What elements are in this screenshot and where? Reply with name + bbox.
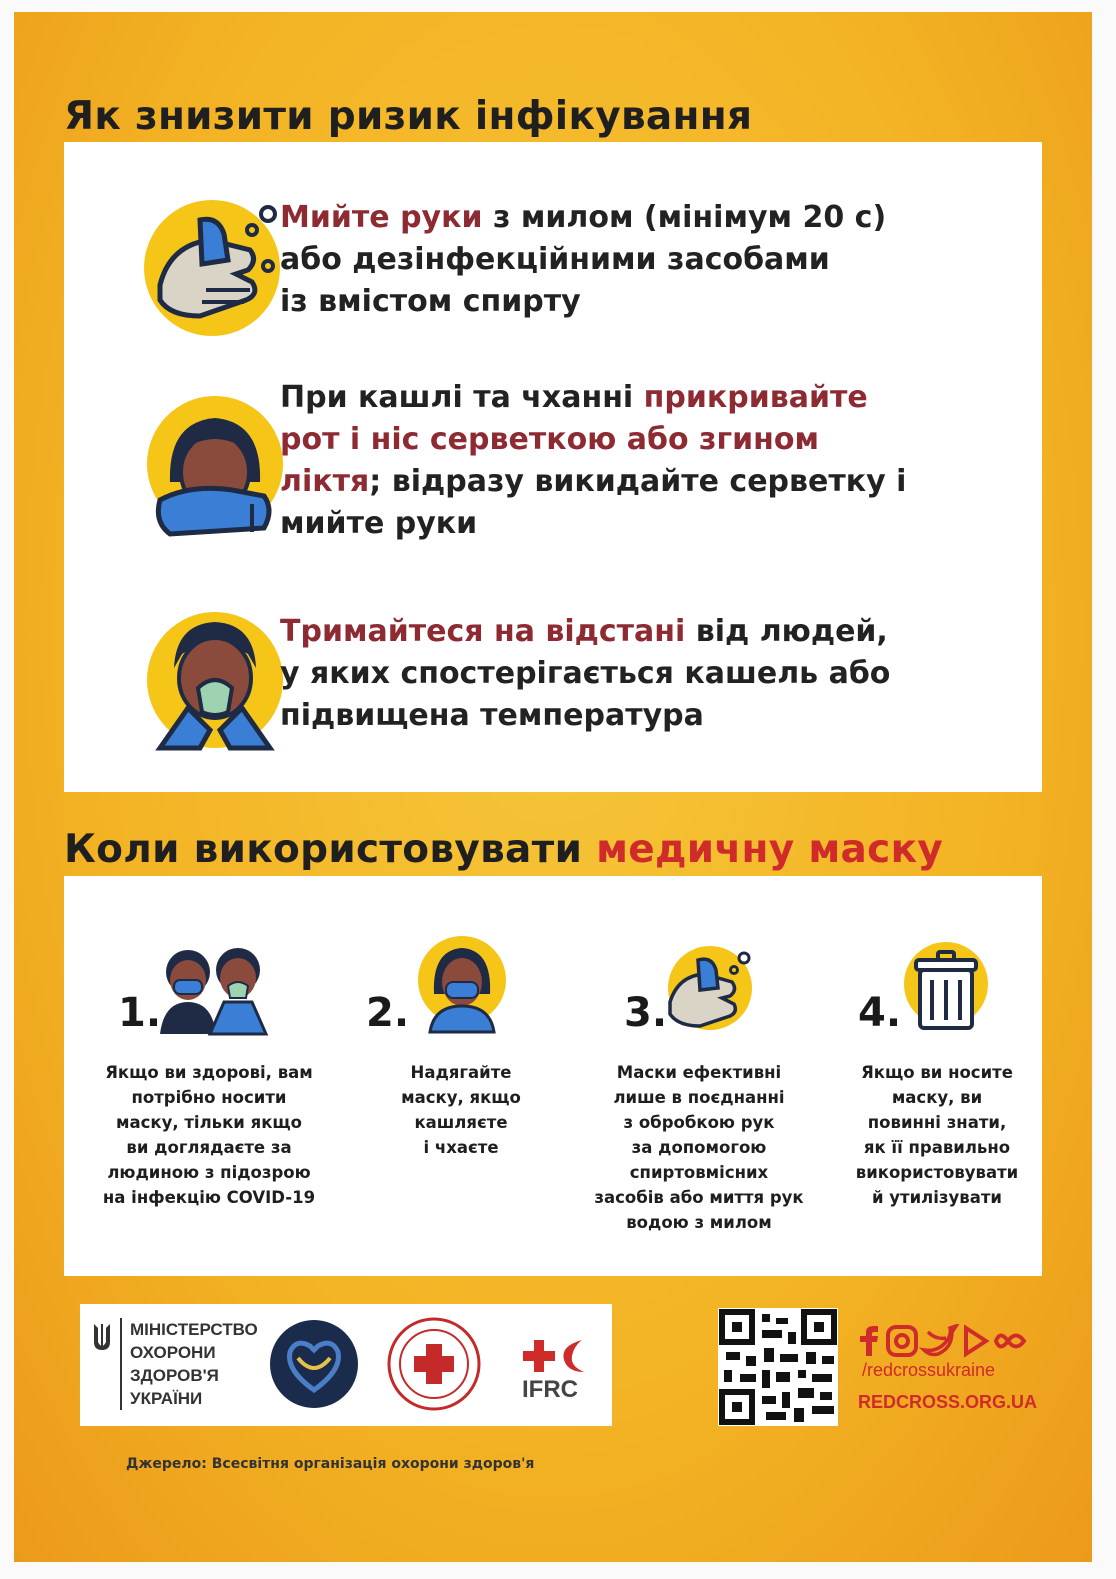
- step-number-1: 1.: [118, 990, 162, 1036]
- qr-code[interactable]: [718, 1308, 838, 1426]
- sneezing-person-icon: [140, 608, 290, 758]
- ifrc-emblem-icon: [520, 1336, 592, 1376]
- step-number-3: 3.: [624, 990, 668, 1036]
- tip-wash-hands: Мийте руки з милом (мінімум 20 с) або дезінфекційними засобами із вмістом спирту: [280, 200, 887, 319]
- website-link[interactable]: REDCROSS.ORG.UA: [858, 1392, 1038, 1412]
- infinity-icon[interactable]: [996, 1336, 1024, 1347]
- tip-cover-cough: При кашлі та чханні прикривайте рот і ніс серветкою або згином ліктя; відразу викидайте серветку і мийте руки: [280, 380, 907, 541]
- social-icons: [852, 1324, 1042, 1362]
- red-cross-society-logo-icon: [386, 1316, 482, 1412]
- washing-hands-icon: [140, 190, 290, 340]
- step-text-2: Надягайте маску, якщо кашляєте і чхаєте: [401, 1063, 521, 1157]
- section1-title: Як знизити ризик інфікування: [64, 94, 753, 139]
- trash-bin-icon: [900, 938, 992, 1034]
- heart-logo-icon: [268, 1318, 360, 1410]
- step-number-4: 4.: [858, 990, 902, 1036]
- tip-keep-distance: Тримайтеся на відстані від людей, у яких спостерігається кашель або підвищена температура: [280, 614, 891, 733]
- twitter-icon[interactable]: [924, 1326, 956, 1355]
- youtube-icon[interactable]: [966, 1328, 986, 1354]
- step-text-1: Якщо ви здорові, вам потрібно носити маску, тільки якщо ви доглядаєте за людиною з підозрою на інфекцію COVID-19: [102, 1063, 316, 1207]
- washing-hands-small-icon: [660, 942, 760, 1034]
- ministry-logo: МІНІСТЕРСТВО ОХОРОНИ ЗДОРОВ'Я УКРАЇНИ: [120, 1318, 258, 1410]
- cough-elbow-icon: [140, 392, 290, 542]
- ifrc-label: IFRC: [522, 1376, 578, 1403]
- facebook-icon[interactable]: [860, 1326, 878, 1356]
- step-number-2: 2.: [366, 990, 410, 1036]
- step-text-3: Маски ефективні лише в поєднанні з обробкою рук за допомогою спиртовмісних засобів або миття рук водою з милом: [594, 1063, 804, 1232]
- two-people-masks-icon: [154, 936, 270, 1036]
- source-note: Джерело: Всесвітня організація охорони здоров'я: [126, 1456, 535, 1472]
- person-mask-icon: [414, 934, 510, 1034]
- section2-title: Коли використовувати медичну маску: [64, 827, 944, 872]
- instagram-icon[interactable]: [888, 1327, 916, 1355]
- step-text-4: Якщо ви носите маску, ви повинні знати, як її правильно використовувати й утилізувати: [855, 1063, 1019, 1207]
- social-handle[interactable]: /redcrossukraine: [862, 1360, 996, 1380]
- trident-icon: [92, 1322, 112, 1352]
